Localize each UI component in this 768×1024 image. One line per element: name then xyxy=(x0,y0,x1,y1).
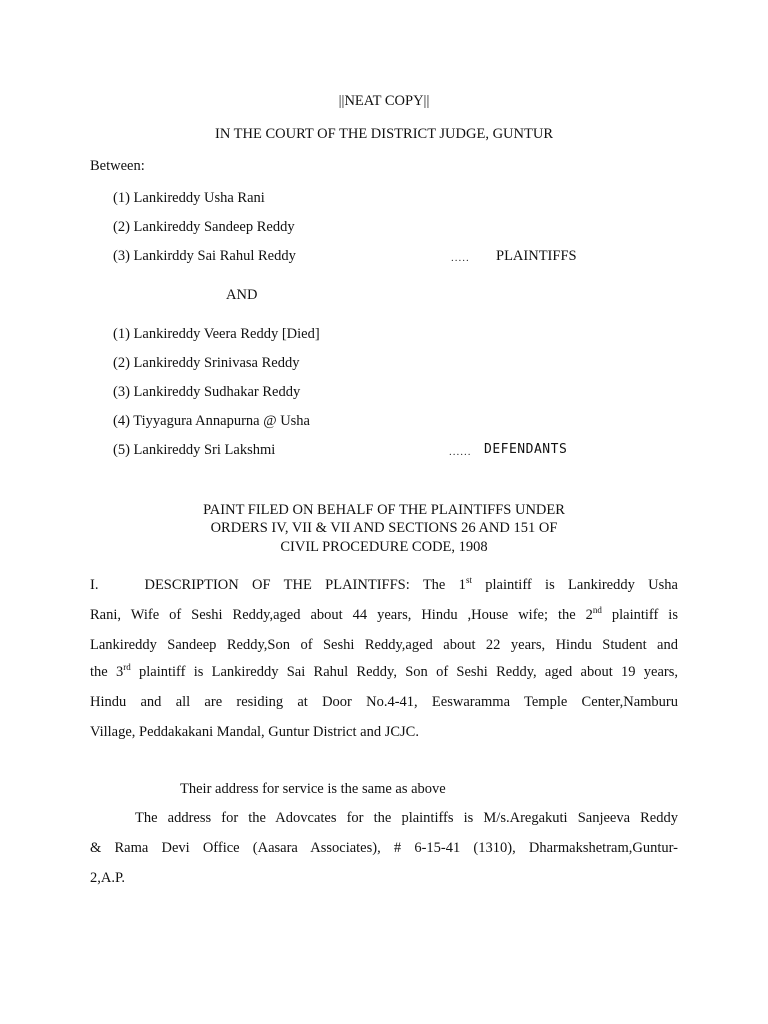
plaintiff-item-2: (2) Lankireddy Sandeep Reddy xyxy=(113,219,295,235)
section-1-line-3: Lankireddy Sandeep Reddy,Son of Seshi Reddy,aged about 22 years, Hindu Student and xyxy=(90,637,678,653)
section-1-line-6: Village, Peddakakani Mandal, Guntur District and JCJC. xyxy=(90,724,419,740)
section-1-line-5: Hindu and all are residing at Door No.4-41, Eeswaramma Temple Center,Namburu xyxy=(90,694,678,710)
defendants-dots: ...... xyxy=(449,446,472,458)
plaintiffs-label: PLAINTIFFS xyxy=(496,248,577,264)
service-address-line: Their address for service is the same as above xyxy=(180,781,446,797)
defendant-item-5: (5) Lankireddy Sri Lakshmi xyxy=(113,442,276,458)
defendants-label: DEFENDANTS xyxy=(484,442,568,457)
and-label: AND xyxy=(226,287,258,303)
court-title: IN THE COURT OF THE DISTRICT JUDGE, GUNTUR xyxy=(214,126,553,142)
plaint-title-line-2: ORDERS IV, VII & VII AND SECTIONS 26 AND 151 OF xyxy=(210,520,558,536)
defendant-item-3: (3) Lankireddy Sudhakar Reddy xyxy=(113,384,301,400)
advocates-line-2: & Rama Devi Office (Aasara Associates), # 6-15-41 (1310), Dharmakshetram,Guntur- xyxy=(90,840,678,856)
between-label: Between: xyxy=(90,158,145,174)
defendant-item-1: (1) Lankireddy Veera Reddy [Died] xyxy=(113,326,320,342)
advocates-line-1: The address for the Adovcates for the plaintiffs is M/s.Aregakuti Sanjeeva Reddy xyxy=(135,810,678,826)
plaint-title-line-3: CIVIL PROCEDURE CODE, 1908 xyxy=(280,539,488,555)
section-number: I. xyxy=(90,577,99,593)
section-1-line-1: I. DESCRIPTION OF THE PLAINTIFFS: The 1st plaintiff is Lankireddy Usha xyxy=(90,575,678,593)
section-1-line-4: the 3rd plaintiff is Lankireddy Sai Rahul Reddy, Son of Seshi Reddy, aged about 19 years, xyxy=(90,662,678,680)
plaintiffs-dots: ..... xyxy=(451,252,470,264)
advocates-line-3: 2,A.P. xyxy=(90,870,126,886)
defendant-item-2: (2) Lankireddy Srinivasa Reddy xyxy=(113,355,300,371)
plaint-title-line-1: PAINT FILED ON BEHALF OF THE PLAINTIFFS UNDER xyxy=(203,502,565,518)
plaintiff-item-3: (3) Lankirddy Sai Rahul Reddy xyxy=(113,248,296,264)
section-heading: DESCRIPTION OF THE PLAINTIFFS: xyxy=(144,577,410,593)
section-1-line-2: Rani, Wife of Seshi Reddy,aged about 44 years, Hindu ,House wife; the 2nd plaintiff is xyxy=(90,605,678,623)
plaintiff-item-1: (1) Lankireddy Usha Rani xyxy=(113,190,265,206)
defendant-item-4: (4) Tiyyagura Annapurna @ Usha xyxy=(113,413,310,429)
neat-copy-heading: ||NEAT COPY|| xyxy=(338,93,430,109)
